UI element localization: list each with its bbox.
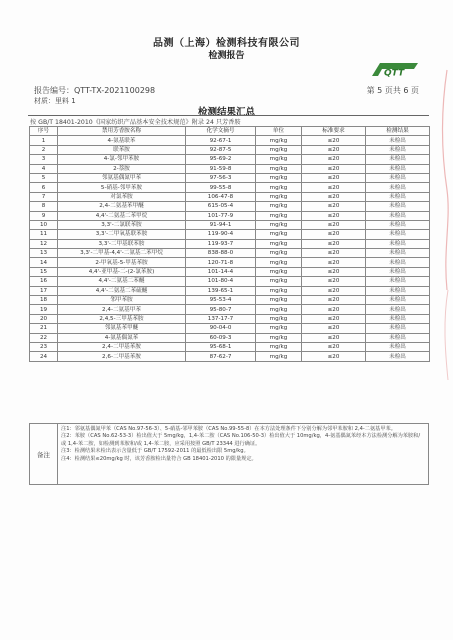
amine-name-cell: 5-硝基-邻甲苯胺: [58, 183, 186, 192]
unit-cell: mg/kg: [256, 230, 302, 239]
report-number: 报告编号：QTT-TX-2021100298: [34, 86, 156, 95]
table-row: [30, 211, 430, 220]
unit-cell: mg/kg: [256, 183, 302, 192]
cas-number-cell: 838-88-0: [186, 249, 256, 258]
row-number-cell: 14: [30, 258, 58, 267]
requirement-cell: ≤20: [302, 155, 366, 164]
amine-name-cell: 3,3'-二甲基-4,4'-二氨基二苯甲烷: [58, 249, 186, 258]
remark-line: 注2：苯胺（CAS No.62-53-3）检出值大于 5mg/kg，1,4-苯二胺（CAS No.106-50-3）检出值大于 10mg/kg，4-氨基偶氮苯经本方法检测分解为苯胺和/或 1,4-苯二胺，如检测到苯胺和/或 1,4-苯二胺，应采用按照 GB/T 23344 进行确证。: [61, 433, 421, 447]
table-row: [30, 305, 430, 314]
row-number-cell: 18: [30, 296, 58, 305]
cas-number-cell: 119-90-4: [186, 230, 256, 239]
remarks-label: 备注: [30, 424, 58, 484]
divider: [28, 115, 429, 116]
company-logo: [370, 60, 420, 78]
requirement-cell: ≤20: [302, 192, 366, 201]
amine-name-cell: 4,4'-二氨基二苯硫醚: [58, 286, 186, 295]
amine-name-cell: 2,4-二甲基苯胺: [58, 342, 186, 351]
remark-line: 注1：邻氨基偶氮甲苯（CAS No.97-56-3）、5-硝基-邻甲苯胺（CAS No.99-55-8）在本方法处理条件下分别分解为邻甲苯胺和 2,4-二氨基甲苯。: [61, 426, 396, 432]
requirement-cell: ≤20: [302, 314, 366, 323]
row-number-cell: 3: [30, 155, 58, 164]
row-number-cell: 20: [30, 314, 58, 323]
remark-line: 注4：检测结果≤20mg/kg 时，该芳香胺检出量符合 GB 18401-2010 的限量规定。: [61, 455, 257, 462]
table-row: [30, 258, 430, 267]
result-cell: 未检出: [366, 173, 430, 182]
unit-cell: mg/kg: [256, 314, 302, 323]
result-cell: 未检出: [366, 155, 430, 164]
result-cell: 未检出: [366, 296, 430, 305]
result-cell: 未检出: [366, 324, 430, 333]
amine-name-cell: 4,4'-亚甲基-二-(2-氯苯胺): [58, 267, 186, 276]
header-col-cas-no: 化学文摘号: [186, 127, 256, 136]
row-number-cell: 23: [30, 342, 58, 351]
requirement-cell: ≤20: [302, 164, 366, 173]
table-row: [30, 183, 430, 192]
sample-material: 材质：里料 1: [34, 97, 76, 105]
result-cell: 未检出: [366, 352, 430, 361]
requirement-cell: ≤20: [302, 230, 366, 239]
unit-cell: mg/kg: [256, 267, 302, 276]
requirement-cell: ≤20: [302, 352, 366, 361]
cas-number-cell: 97-56-3: [186, 173, 256, 182]
requirement-cell: ≤20: [302, 296, 366, 305]
amine-name-cell: 4,4'-二氨基二苯醚: [58, 277, 186, 286]
table-row: [30, 192, 430, 201]
cas-number-cell: 120-71-8: [186, 258, 256, 267]
requirement-cell: ≤20: [302, 183, 366, 192]
amine-name-cell: 2,6-二甲基苯胺: [58, 352, 186, 361]
unit-cell: mg/kg: [256, 239, 302, 248]
amine-name-cell: 邻氨基偶氮甲苯: [58, 173, 186, 182]
cas-number-cell: 90-04-0: [186, 324, 256, 333]
row-number-cell: 17: [30, 286, 58, 295]
cas-number-cell: 92-87-5: [186, 145, 256, 154]
result-cell: 未检出: [366, 145, 430, 154]
row-number-cell: 7: [30, 192, 58, 201]
result-cell: 未检出: [366, 164, 430, 173]
requirement-cell: ≤20: [302, 239, 366, 248]
amine-name-cell: 2-萘胺: [58, 164, 186, 173]
cas-number-cell: 139-65-1: [186, 286, 256, 295]
result-cell: 未检出: [366, 249, 430, 258]
row-number-cell: 6: [30, 183, 58, 192]
unit-cell: mg/kg: [256, 136, 302, 145]
unit-cell: mg/kg: [256, 192, 302, 201]
table-row: [30, 314, 430, 323]
cas-number-cell: 95-68-1: [186, 342, 256, 351]
remark-line: 注3：检测结果未检出表示含量低于 GB/T 17592-2011 的最低检出限 5mg/kg。: [61, 448, 249, 455]
amine-name-cell: 邻氨基苯甲醚: [58, 324, 186, 333]
requirement-cell: ≤20: [302, 249, 366, 258]
header-col-amine-name: 禁用芳香胺名称: [58, 127, 186, 136]
cas-number-cell: 99-55-8: [186, 183, 256, 192]
amine-name-cell: 对氯苯胺: [58, 192, 186, 201]
result-cell: 未检出: [366, 183, 430, 192]
row-number-cell: 13: [30, 249, 58, 258]
row-number-cell: 21: [30, 324, 58, 333]
unit-cell: mg/kg: [256, 258, 302, 267]
remarks-box: [29, 423, 429, 485]
amine-name-cell: 4-氨基联苯: [58, 136, 186, 145]
row-number-cell: 4: [30, 164, 58, 173]
cas-number-cell: 91-59-8: [186, 164, 256, 173]
requirement-cell: ≤20: [302, 145, 366, 154]
page-number: 第 5 页共 6 页: [366, 86, 419, 95]
row-number-cell: 5: [30, 173, 58, 182]
result-cell: 未检出: [366, 314, 430, 323]
result-cell: 未检出: [366, 342, 430, 351]
cas-number-cell: 101-77-9: [186, 211, 256, 220]
requirement-cell: ≤20: [302, 305, 366, 314]
row-number-cell: 2: [30, 145, 58, 154]
result-cell: 未检出: [366, 267, 430, 276]
remarks-text: [58, 424, 428, 484]
row-number-cell: 16: [30, 277, 58, 286]
requirement-cell: ≤20: [302, 211, 366, 220]
result-cell: 未检出: [366, 220, 430, 229]
table-header-row: [30, 127, 430, 136]
cas-number-cell: 95-53-4: [186, 296, 256, 305]
cas-number-cell: 101-14-4: [186, 267, 256, 276]
unit-cell: mg/kg: [256, 211, 302, 220]
header-col-no: 序号: [30, 127, 58, 136]
table-row: [30, 230, 430, 239]
table-row: [30, 202, 430, 211]
table-row: [30, 145, 430, 154]
amine-name-cell: 3,3'-二甲氧基联苯胺: [58, 230, 186, 239]
table-row: [30, 155, 430, 164]
cas-number-cell: 87-62-7: [186, 352, 256, 361]
table-row: [30, 164, 430, 173]
unit-cell: mg/kg: [256, 164, 302, 173]
cas-number-cell: 95-80-7: [186, 305, 256, 314]
table-row: [30, 220, 430, 229]
unit-cell: mg/kg: [256, 352, 302, 361]
result-cell: 未检出: [366, 305, 430, 314]
svg-text:QTT: QTT: [384, 68, 405, 78]
result-cell: 未检出: [366, 333, 430, 342]
result-cell: 未检出: [366, 202, 430, 211]
amine-name-cell: 4,4'-二氨基二苯甲烷: [58, 211, 186, 220]
unit-cell: mg/kg: [256, 249, 302, 258]
row-number-cell: 22: [30, 333, 58, 342]
cas-number-cell: 101-80-4: [186, 277, 256, 286]
amine-name-cell: 2,4-二氨基甲苯: [58, 305, 186, 314]
table-row: [30, 267, 430, 276]
requirement-cell: ≤20: [302, 333, 366, 342]
unit-cell: mg/kg: [256, 305, 302, 314]
unit-cell: mg/kg: [256, 324, 302, 333]
table-row: [30, 277, 430, 286]
requirement-cell: ≤20: [302, 342, 366, 351]
requirement-cell: ≤20: [302, 202, 366, 211]
result-cell: 未检出: [366, 211, 430, 220]
unit-cell: mg/kg: [256, 202, 302, 211]
header-col-requirement: 标准要求: [302, 127, 366, 136]
table-row: [30, 239, 430, 248]
cas-number-cell: 106-47-8: [186, 192, 256, 201]
row-number-cell: 24: [30, 352, 58, 361]
amine-name-cell: 2,4,5-三甲基苯胺: [58, 314, 186, 323]
cas-number-cell: 119-93-7: [186, 239, 256, 248]
amine-name-cell: 4-氨基偶氮苯: [58, 333, 186, 342]
unit-cell: mg/kg: [256, 333, 302, 342]
table-row: [30, 249, 430, 258]
table-row: [30, 136, 430, 145]
amine-name-cell: 2-甲氧基-5-甲基苯胺: [58, 258, 186, 267]
row-number-cell: 1: [30, 136, 58, 145]
amine-name-cell: 3,3'-二氯联苯胺: [58, 220, 186, 229]
requirement-cell: ≤20: [302, 277, 366, 286]
table-body: [30, 136, 430, 361]
amine-name-cell: 邻甲苯胺: [58, 296, 186, 305]
cas-number-cell: 60-09-3: [186, 333, 256, 342]
row-number-cell: 19: [30, 305, 58, 314]
cas-number-cell: 91-94-1: [186, 220, 256, 229]
test-standard: 按 GB/T 18401-2010《国家纺织产品基本安全技术规范》附录 24 只芳香胺: [30, 119, 241, 126]
table-row: [30, 342, 430, 351]
amine-name-cell: 2,4-二氨基苯甲醚: [58, 202, 186, 211]
requirement-cell: ≤20: [302, 136, 366, 145]
amine-name-cell: 3,3'-二甲基联苯胺: [58, 239, 186, 248]
cas-number-cell: 95-69-2: [186, 155, 256, 164]
unit-cell: mg/kg: [256, 220, 302, 229]
unit-cell: mg/kg: [256, 296, 302, 305]
result-cell: 未检出: [366, 192, 430, 201]
row-number-cell: 8: [30, 202, 58, 211]
row-number-cell: 15: [30, 267, 58, 276]
table-row: [30, 173, 430, 182]
unit-cell: mg/kg: [256, 342, 302, 351]
header-col-unit: 单位: [256, 127, 302, 136]
amine-name-cell: 联苯胺: [58, 145, 186, 154]
row-number-cell: 10: [30, 220, 58, 229]
requirement-cell: ≤20: [302, 286, 366, 295]
table-row: [30, 352, 430, 361]
row-number-cell: 9: [30, 211, 58, 220]
cas-number-cell: 92-67-1: [186, 136, 256, 145]
table-row: [30, 333, 430, 342]
cas-number-cell: 137-17-7: [186, 314, 256, 323]
row-number-cell: 12: [30, 239, 58, 248]
requirement-cell: ≤20: [302, 220, 366, 229]
result-cell: 未检出: [366, 277, 430, 286]
row-number-cell: 11: [30, 230, 58, 239]
unit-cell: mg/kg: [256, 145, 302, 154]
company-name: 品测（上海）检测科技有限公司: [153, 38, 300, 49]
result-cell: 未检出: [366, 136, 430, 145]
requirement-cell: ≤20: [302, 267, 366, 276]
results-table: [29, 126, 430, 362]
seam-stamp: [427, 0, 451, 640]
requirement-cell: ≤20: [302, 258, 366, 267]
result-cell: 未检出: [366, 230, 430, 239]
requirement-cell: ≤20: [302, 324, 366, 333]
unit-cell: mg/kg: [256, 277, 302, 286]
unit-cell: mg/kg: [256, 173, 302, 182]
result-cell: 未检出: [366, 286, 430, 295]
unit-cell: mg/kg: [256, 286, 302, 295]
header-col-result: 检测结果: [366, 127, 430, 136]
report-title: 检测报告: [208, 51, 245, 61]
table-row: [30, 286, 430, 295]
section-title: 检测结果汇总: [197, 107, 255, 118]
cas-number-cell: 615-05-4: [186, 202, 256, 211]
table-row: [30, 296, 430, 305]
requirement-cell: ≤20: [302, 173, 366, 182]
result-cell: 未检出: [366, 258, 430, 267]
result-cell: 未检出: [366, 239, 430, 248]
unit-cell: mg/kg: [256, 155, 302, 164]
table-row: [30, 324, 430, 333]
amine-name-cell: 4-氯-邻甲苯胺: [58, 155, 186, 164]
